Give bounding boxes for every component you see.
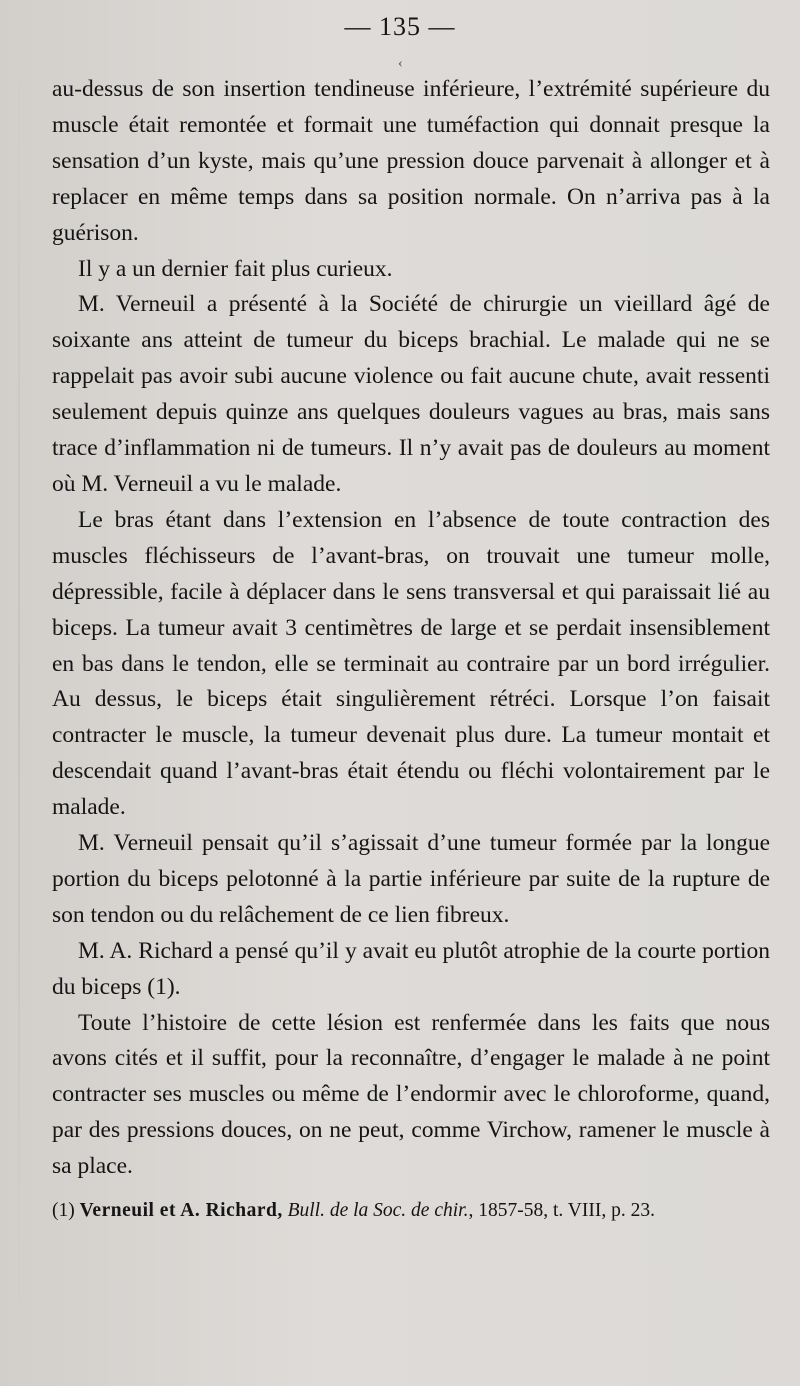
paragraph-continuation: au-dessus de son insertion tendineuse inférieure, l’extrémité supérieure du muscle était remontée et formait une tuméfaction qui donnait presque la sensation d’un kyste, mais qu’une pression douce parvenait à allonger et à replacer en même temps dans sa position normale. On n’arriva pas à la guérison. (52, 76, 770, 246)
footnote (52, 1198, 792, 1224)
paragraph-intro: Il y a un dernier fait plus curieux. (78, 255, 393, 282)
footnote-authors: Verneuil et A. Richard, (79, 1200, 283, 1221)
paragraph-verneuil-opinion: M. Verneuil pensait qu’il s’agissait d’une tumeur formée par la longue portion du biceps pelotonné à la partie inférieure par suite de la rupture de son tendon ou du relâchement de ce lien fibreux. (52, 830, 770, 928)
paragraph-richard-opinion: M. A. Richard a pensé qu’il y avait eu plutôt atrophie de la courte portion du biceps (1). (52, 937, 770, 1000)
footnote-journal: Bull. de la Soc. de chir. (287, 1200, 469, 1221)
paragraph-case: M. Verneuil a présenté à la Société de chirurgie un vieillard âgé de soixante ans atteint de tumeur du biceps brachial. Le malade qui ne se rappelait pas avoir subi aucune violence ou fait aucune chute, avait ressenti seulement depuis quinze ans quelques douleurs vagues au bras, mais sans trace d’inflammation ni de tumeurs. Il n’y avait pas de douleurs au moment où M. Verneuil a vu le malade. (52, 291, 770, 497)
scan-shadow (18, 0, 20, 1386)
paragraph-conclusion: Toute l’histoire de cette lésion est renfermée dans les faits que nous avons cités et il suffit, pour la reconnaître, d’engager le malade à ne point contracter ses muscles ou même de l’endormir avec le chloroforme, quand, par des pressions douces, on ne peut, comme Virchow, ramener le muscle à sa place. (52, 1009, 770, 1180)
page-number: — 135 — (344, 12, 456, 41)
paragraph-examination: Le bras étant dans l’extension en l’absence de toute contraction des muscles fléchisseurs de l’avant-bras, on trouvait une tumeur molle, dépressible, facile à déplacer dans le sens transversal et qui paraissait lié au biceps. La tumeur avait 3 centimètres de large et se perdait insensiblement en bas dans le tendon, elle se terminait au contraire par un bord irrégulier. Au dessus, le biceps était singulièrement rétréci. Lorsque l’on faisait contracter le muscle, la tumeur devenait plus dure. La tumeur montait et descendait quand l’avant-bras était étendu ou fléchi volontairement par le malade. (52, 506, 770, 821)
footnote-details: , 1857-58, t. VIII, p. 23. (468, 1200, 655, 1221)
body-text (52, 72, 770, 1185)
stray-mark: ‹ (398, 56, 403, 71)
footnote-marker: (1) (52, 1200, 75, 1221)
